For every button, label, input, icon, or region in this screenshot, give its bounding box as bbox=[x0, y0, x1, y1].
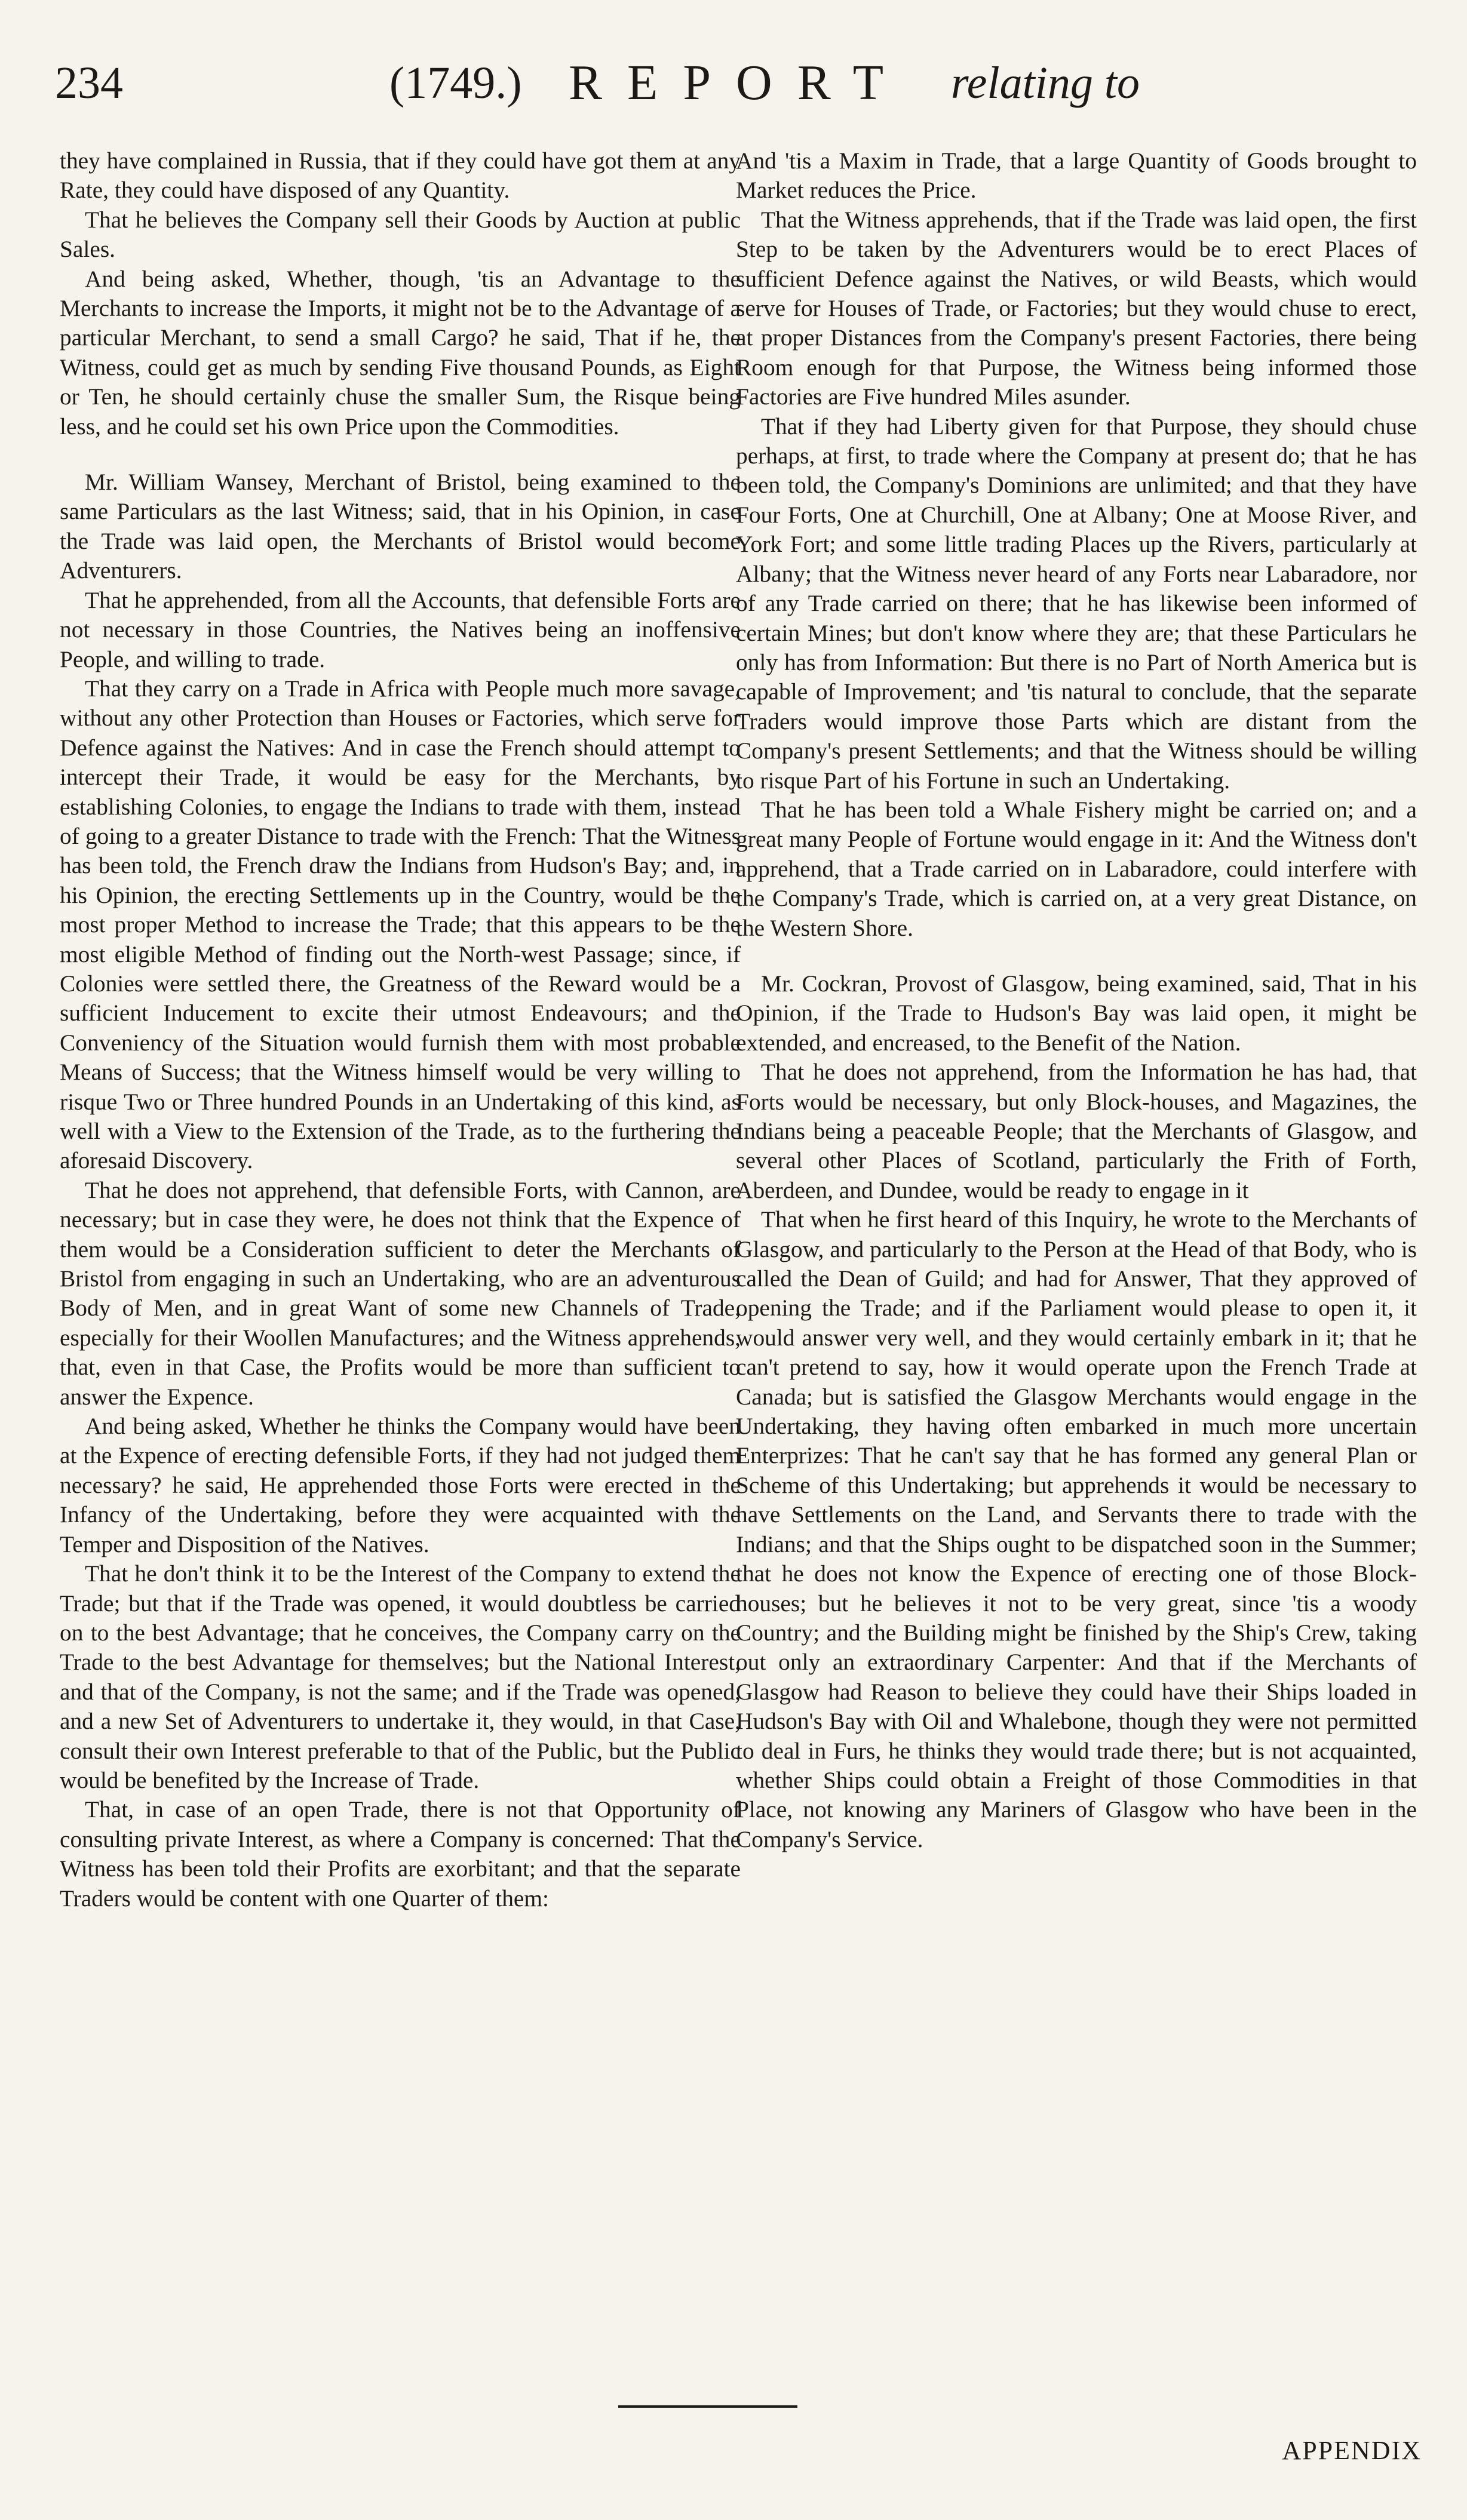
left-column bbox=[60, 146, 741, 1913]
paragraph: That he does not apprehend, from the Information he has had, that Forts would be necessary, but only Block-houses, and Magazines, the Indians being a peaceable People; that the Merchants of Glasgow, and several other Places of Scotland, particularly the Frith of Forth, Aberdeen, and Dundee, would be ready to engage in it bbox=[736, 1059, 1417, 1203]
paragraph: That he don't think it to be the Interest of the Company to extend the Trade; but that if the Trade was opened, it would doubtless be carried on to the best Advantage; that he conceives, the Company carry on the Trade to the best Advantage for themselves; but the National Interest, and that of the Company, is not the same; and if the Trade was opened, and a new Set of Adventurers to undertake it, they would, in that Case, consult their own Interest preferable to that of the Public, but the Public would be benefited by the Increase of Trade. bbox=[60, 1560, 741, 1793]
header-subtitle: relating to bbox=[951, 58, 1140, 108]
paragraph: That he does not apprehend, that defensible Forts, with Cannon, are necessary; but in case they were, he does not think that the Expence of them would be a Consideration sufficient to deter the Merchants of Bristol from engaging in such an Undertaking, who are an adventurous Body of Men, and in great Want of some new Channels of Trade, especially for their Woollen Manufactures; and the Witness apprehends, that, even in that Case, the Profits would be more than sufficient to answer the Expence. bbox=[60, 1176, 741, 1410]
header-year: (1749.) bbox=[389, 58, 522, 108]
paragraph: Mr. William Wansey, Merchant of Bristol, being examined to the same Particulars as the last Witness; said, that in his Opinion, in case the Trade was laid open, the Merchants of Bristol would become Adventurers. bbox=[60, 469, 741, 584]
paragraph: That when he first heard of this Inquiry, he wrote to the Merchants of Glasgow, and particularly to the Person at the Head of that Body, who is called the Dean of Guild; and had for Answer, That they approved of opening the Trade; and if the Parliament would please to open it, it would answer very well, and they would certainly embark in it; that he can't pretend to say, how it would operate upon the French Trade at Canada; but is satisfied the Glasgow Merchants would engage in the Undertaking, they having often embarked in much more uncertain Enterprizes: That he can't say that he has formed any general Plan or Scheme of this Undertaking; but apprehends it would be necessary to have Settlements on the Land, and Servants there to trade with the Indians; and that the Ships ought to be dispatched soon in the Summer; that he does not know the Expence of erecting one of those Block-houses; but he believes it not to be very great, since 'tis a woody Country; and the Building might be finished by the Ship's Crew, taking out only an extraordinary Carpenter: And that if the Merchants of Glasgow had Reason to believe they could have their Ships loaded in Hudson's Bay with Oil and Whalebone, though they were not permitted to deal in Furs, he thinks they would trade there; but is not acquainted, whether Ships could obtain a Freight of those Commodities in that Place, not knowing any Mariners of Glasgow who have been in the Company's Service. bbox=[736, 1206, 1417, 1852]
paragraph: And being asked, Whether he thinks the Company would have been at the Expence of erecting defensible Forts, if they had not judged them necessary? he said, He apprehended those Forts were erected in the Infancy of the Undertaking, before they were acquainted with the Temper and Disposition of the Natives. bbox=[60, 1413, 741, 1557]
running-header bbox=[55, 50, 1423, 116]
paragraph: That he has been told a Whale Fishery might be carried on; and a great many People of Fortune would engage in it: And the Witness don't apprehend, that a Trade carried on in Labaradore, could interfere with the Company's Trade, which is carried on, at a very great Distance, on the Western Shore. bbox=[736, 796, 1417, 941]
paragraph: And being asked, Whether, though, 'tis an Advantage to the Merchants to increase the Imports, it might not be to the Advantage of a particular Merchant, to send a small Cargo? he said, That if he, the Witness, could get as much by sending Five thousand Pounds, as Eight or Ten, he should certainly chuse the smaller Sum, the Risque being less, and he could set his own Price upon the Commodities. bbox=[60, 265, 741, 440]
right-column bbox=[736, 146, 1417, 1854]
paragraph: That if they had Liberty given for that Purpose, they should chuse perhaps, at first, to trade where the Company at present do; that he has been told, the Company's Dominions are unlimited; and that they have Four Forts, One at Churchill, One at Albany; One at Moose River, and York Fort; and some little trading Places up the Rivers, particularly at Albany; that the Witness never heard of any Forts near Labaradore, nor of any Trade carried on there; that he has likewise been informed of certain Mines; but don't know where they are; that these Particulars he only has from Information: But there is no Part of North America but is capable of Improvement; and 'tis natural to conclude, that the separate Traders would improve those Parts which are distant from the Company's present Settlements; and that the Witness should be willing to risque Part of his Fortune in such an Undertaking. bbox=[736, 413, 1417, 794]
divider-rule bbox=[618, 2405, 797, 2408]
header-title: REPORT bbox=[569, 55, 909, 110]
paragraph: And 'tis a Maxim in Trade, that a large Quantity of Goods brought to Market reduces the Price. bbox=[736, 147, 1417, 204]
paragraph: That the Witness apprehends, that if the Trade was laid open, the first Step to be taken by the Adventurers would be to erect Places of sufficient Defence against the Natives, or wild Beasts, which would serve for Houses of Trade, or Factories; but they would chuse to erect, at proper Distances from the Company's present Factories, there being Room enough for that Purpose, the Witness being informed those Factories are Five hundred Miles asunder. bbox=[736, 206, 1417, 410]
paragraph: That, in case of an open Trade, there is not that Opportunity of consulting private Interest, as where a Company is concerned: That the Witness has been told their Profits are exorbitant; and that the separate Traders would be content with one Quarter of them: bbox=[60, 1796, 741, 1911]
page-number: 234 bbox=[55, 58, 123, 108]
paragraph: That he apprehended, from all the Accounts, that defensible Forts are not necessary in those Countries, the Natives being an inoffensive People, and willing to trade. bbox=[60, 586, 741, 672]
paragraph: they have complained in Russia, that if they could have got them at any Rate, they could have disposed of any Quantity. bbox=[60, 147, 741, 204]
paragraph: That he believes the Company sell their Goods by Auction at public Sales. bbox=[60, 206, 741, 263]
paragraph: Mr. Cockran, Provost of Glasgow, being examined, said, That in his Opinion, if the Trade to Hudson's Bay was laid open, it might be extended, and encreased, to the Benefit of the Nation. bbox=[736, 970, 1417, 1056]
catchword: APPENDIX bbox=[1282, 2436, 1422, 2465]
paragraph: That they carry on a Trade in Africa with People much more savage, without any other Protection than Houses or Factories, which serve for Defence against the Natives: And in case the French should attempt to intercept their Trade, it would be easy for the Merchants, by establishing Colonies, to engage the Indians to trade with them, instead of going to a greater Distance to trade with the French: That the Witness has been told, the French draw the Indians from Hudson's Bay; and, in his Opinion, the erecting Settlements up in the Country, would be the most proper Method to increase the Trade; that this appears to be the most eligible Method of finding out the North-west Passage; since, if Colonies were settled there, the Greatness of the Reward would be a sufficient Inducement to excite their utmost Endeavours; and the Conveniency of the Situation would furnish them with most probable Means of Success; that the Witness himself would be very willing to risque Two or Three hundred Pounds in an Undertaking of this kind, as well with a View to the Extension of the Trade, as to the furthering the aforesaid Discovery. bbox=[60, 675, 741, 1174]
